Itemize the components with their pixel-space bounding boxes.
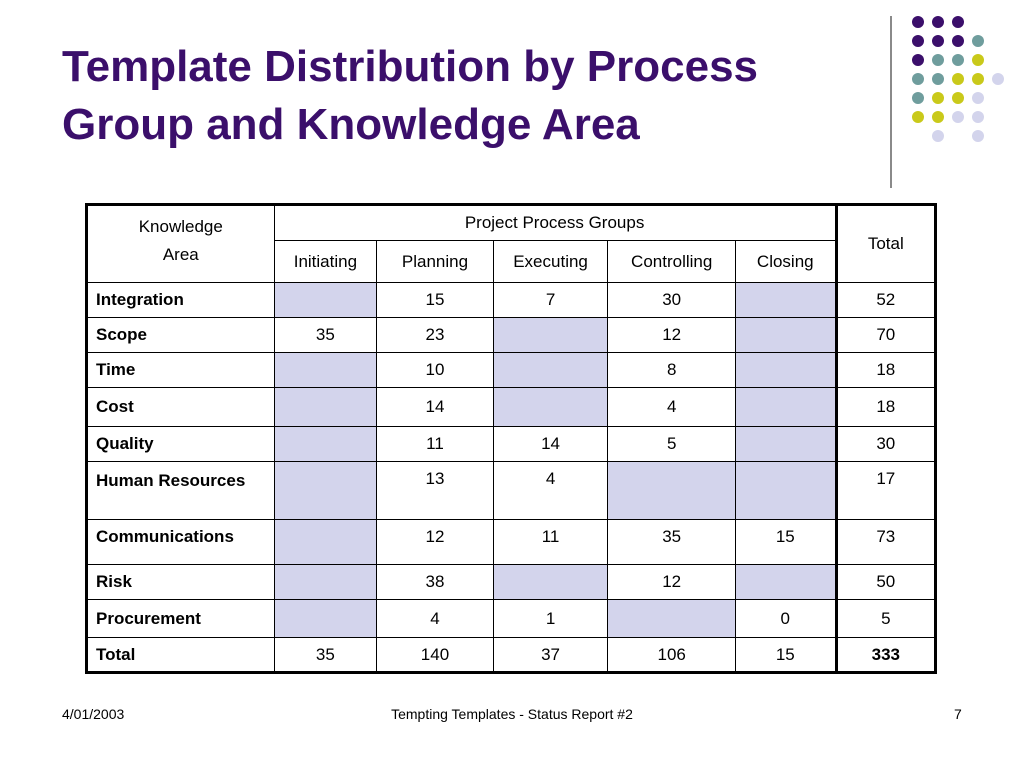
dot (912, 16, 924, 28)
dot (932, 54, 944, 66)
table-cell (274, 520, 377, 565)
footer-page-number: 7 (954, 706, 962, 722)
table-cell (608, 462, 736, 520)
row-label: Time (87, 353, 275, 388)
title-divider-line (890, 16, 892, 188)
dot (932, 16, 944, 28)
row-total: 18 (836, 353, 935, 388)
table-cell: 23 (377, 318, 494, 353)
decorative-dot-grid-icon (912, 16, 1022, 166)
table-cell: 8 (608, 353, 736, 388)
table-cell (735, 462, 836, 520)
table-cell (493, 353, 608, 388)
grand-total: 333 (836, 638, 935, 673)
table-cell: 4 (377, 600, 494, 638)
dot (952, 35, 964, 47)
dot (912, 73, 924, 85)
row-total: 17 (836, 462, 935, 520)
row-label: Quality (87, 427, 275, 462)
dot (952, 16, 964, 28)
knowledge-area-header (87, 205, 275, 283)
column-header-closing: Closing (735, 241, 836, 283)
table-cell (274, 388, 377, 427)
dot (972, 111, 984, 123)
table-cell: 35 (274, 318, 377, 353)
dot (912, 92, 924, 104)
table-cell: 12 (377, 520, 494, 565)
dot (972, 54, 984, 66)
dot (912, 35, 924, 47)
table-cell: 5 (608, 427, 736, 462)
table-cell: 4 (608, 388, 736, 427)
total-header: Total (836, 205, 935, 283)
table-row (87, 565, 936, 600)
row-total: 73 (836, 520, 935, 565)
table-cell: 30 (608, 283, 736, 318)
row-label: Scope (87, 318, 275, 353)
dot (932, 73, 944, 85)
dot (952, 54, 964, 66)
table-cell (274, 462, 377, 520)
table-cell (735, 318, 836, 353)
row-label: Human Resources (87, 462, 275, 520)
dot (972, 35, 984, 47)
row-label: Integration (87, 283, 275, 318)
table-cell (735, 353, 836, 388)
table-row (87, 520, 936, 565)
table-row (87, 283, 936, 318)
dot (932, 130, 944, 142)
dot (992, 73, 1004, 85)
table-cell (608, 600, 736, 638)
table-cell (735, 283, 836, 318)
footer-center-text: Tempting Templates - Status Report #2 (391, 706, 633, 722)
table-cell: 7 (493, 283, 608, 318)
table-cell: 11 (377, 427, 494, 462)
dot (932, 92, 944, 104)
row-total: 5 (836, 600, 935, 638)
dot (912, 54, 924, 66)
column-total: 37 (493, 638, 608, 673)
table-cell: 12 (608, 565, 736, 600)
dot (952, 111, 964, 123)
table-cell (274, 283, 377, 318)
table-row (87, 427, 936, 462)
table-row (87, 600, 936, 638)
table-row (87, 353, 936, 388)
table-cell: 1 (493, 600, 608, 638)
process-groups-header: Project Process Groups (274, 205, 836, 241)
table-cell: 0 (735, 600, 836, 638)
column-header-executing: Executing (493, 241, 608, 283)
row-label: Risk (87, 565, 275, 600)
row-total: 18 (836, 388, 935, 427)
row-label: Communications (87, 520, 275, 565)
table-row (87, 318, 936, 353)
table-cell: 11 (493, 520, 608, 565)
column-header-planning: Planning (377, 241, 494, 283)
row-total: 52 (836, 283, 935, 318)
distribution-table (85, 203, 937, 674)
table-cell (735, 427, 836, 462)
slide-title: Template Distribution by Process Group and Knowledge Area (62, 42, 759, 149)
table-cell: 14 (377, 388, 494, 427)
table-cell: 35 (608, 520, 736, 565)
table-cell (735, 565, 836, 600)
dot (972, 92, 984, 104)
column-total: 15 (735, 638, 836, 673)
row-label: Cost (87, 388, 275, 427)
table-cell: 15 (377, 283, 494, 318)
footer-date: 4/01/2003 (62, 706, 125, 722)
dot (932, 111, 944, 123)
knowledge-area-header-line1: Knowledge (138, 217, 223, 236)
dot (972, 73, 984, 85)
row-total: 50 (836, 565, 935, 600)
table-row (87, 388, 936, 427)
table-cell: 14 (493, 427, 608, 462)
table-cell: 12 (608, 318, 736, 353)
table-cell: 13 (377, 462, 494, 520)
header-row-1 (87, 205, 936, 241)
table-cell: 4 (493, 462, 608, 520)
dot (952, 92, 964, 104)
dot (952, 73, 964, 85)
column-total: 140 (377, 638, 494, 673)
dot (972, 130, 984, 142)
column-total: 35 (274, 638, 377, 673)
row-total: 70 (836, 318, 935, 353)
totals-row (87, 638, 936, 673)
table-cell (735, 388, 836, 427)
table-cell: 10 (377, 353, 494, 388)
table-row (87, 462, 936, 520)
knowledge-area-header-line2: Area (162, 245, 199, 264)
table-cell (493, 388, 608, 427)
table-cell: 38 (377, 565, 494, 600)
row-label: Procurement (87, 600, 275, 638)
table-cell: 15 (735, 520, 836, 565)
column-total: 106 (608, 638, 736, 673)
table-cell (274, 353, 377, 388)
table-cell (493, 318, 608, 353)
column-header-initiating: Initiating (274, 241, 377, 283)
column-header-controlling: Controlling (608, 241, 736, 283)
totals-label: Total (87, 638, 275, 673)
dot (932, 35, 944, 47)
row-total: 30 (836, 427, 935, 462)
table-cell (493, 565, 608, 600)
table-cell (274, 600, 377, 638)
table-cell (274, 427, 377, 462)
dot (912, 111, 924, 123)
table-cell (274, 565, 377, 600)
